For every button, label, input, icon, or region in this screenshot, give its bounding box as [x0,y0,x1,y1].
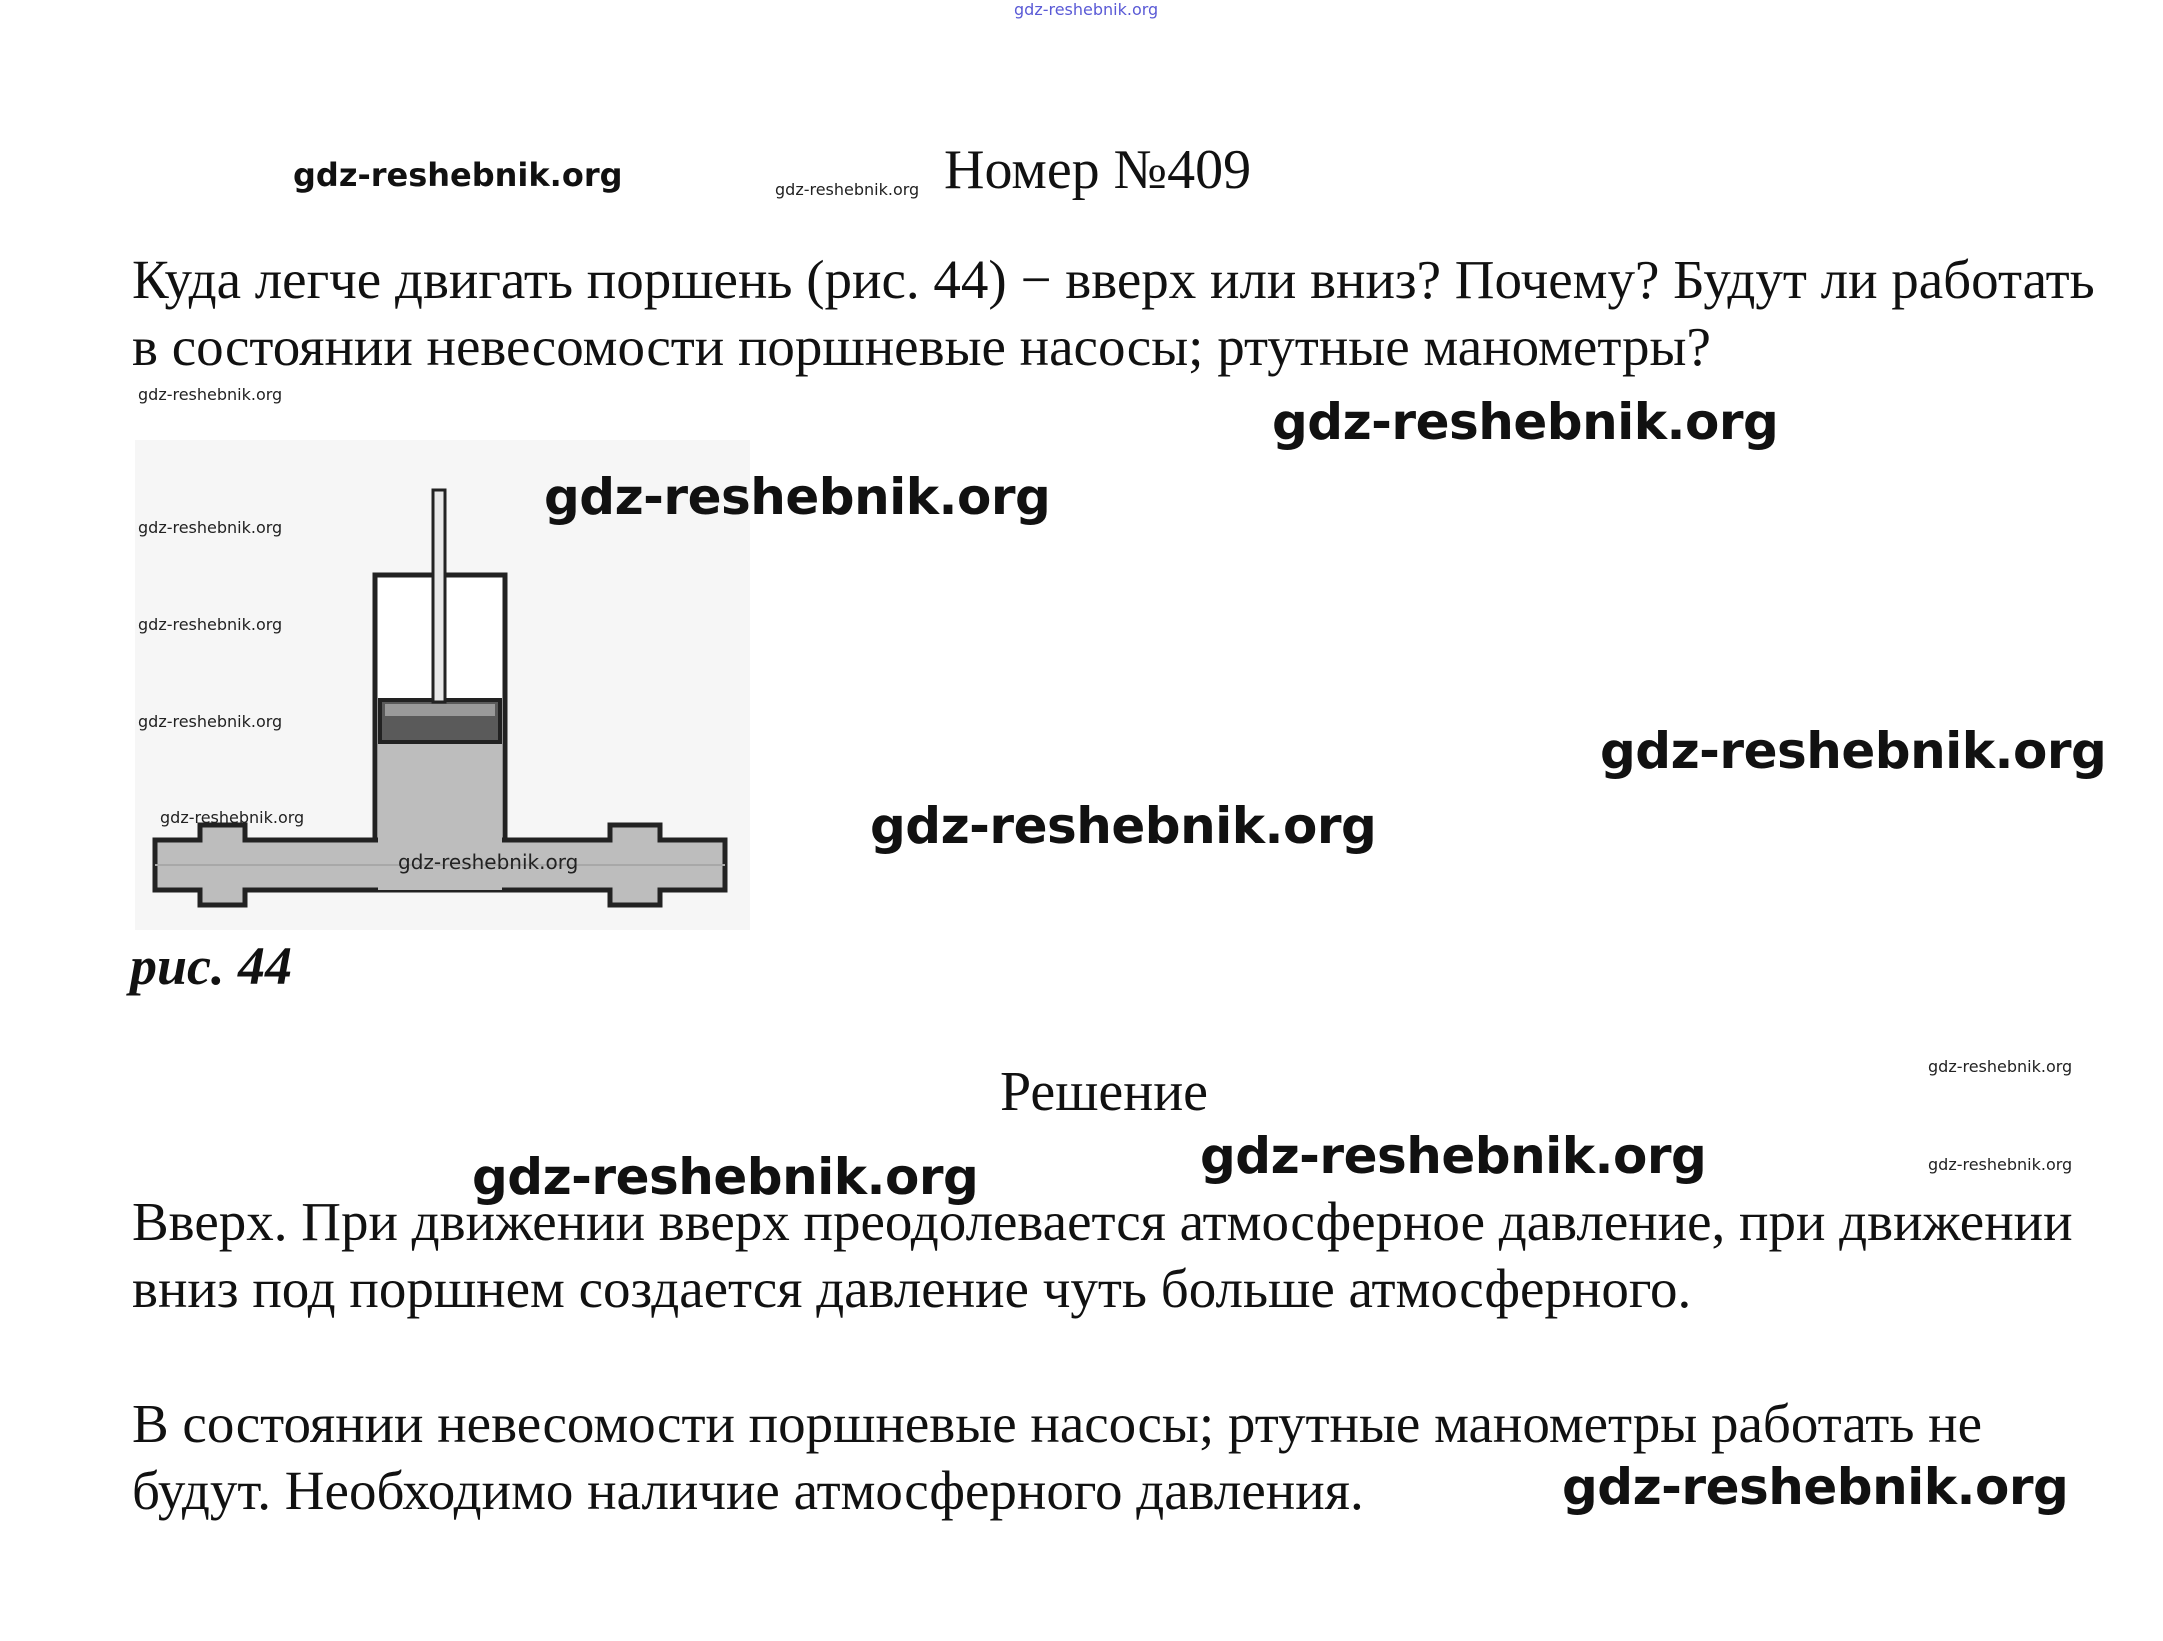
watermark: gdz-reshebnik.org [1600,722,2107,780]
watermark: gdz-reshebnik.org [293,156,623,194]
watermark-top: gdz-reshebnik.org [1014,0,1159,19]
watermark: gdz-reshebnik.org [1562,1458,2069,1516]
watermark: gdz-reshebnik.org [870,797,1377,855]
watermark: gdz-reshebnik.org [138,615,283,634]
page-title: Номер №409 [944,139,1252,201]
watermark: gdz-reshebnik.org [775,180,920,199]
watermark: gdz-reshebnik.org [1272,393,1779,451]
watermark: gdz-reshebnik.org [138,385,283,404]
watermark: gdz-reshebnik.org [1928,1155,2073,1174]
watermark: gdz-reshebnik.org [138,518,283,537]
answer-paragraph-1: Вверх. При движении вверх преодолевается атмосферное давление, при движении вниз под поршнем создается давление чуть больше атмосферного. [132,1191,2073,1319]
watermark: gdz-reshebnik.org [398,850,579,874]
watermark: gdz-reshebnik.org [160,808,305,827]
watermark: gdz-reshebnik.org [1200,1127,1707,1185]
figure-caption: рис. 44 [130,936,292,996]
watermark: gdz-reshebnik.org [544,468,1051,526]
answer-paragraph-2: В состоянии невесомости поршневые насосы; ртутные манометры работать не будут. Необходимо наличие атмосферного давления. [132,1393,1983,1521]
watermark: gdz-reshebnik.org [472,1148,979,1206]
watermark: gdz-reshebnik.org [1928,1057,2073,1076]
watermark: gdz-reshebnik.org [138,712,283,731]
question-text: Куда легче двигать поршень (рис. 44) − вверх или вниз? Почему? Будут ли работать в состоянии невесомости поршневые насосы; ртутные манометры? [132,249,2095,377]
solution-heading: Решение [1000,1061,1209,1123]
